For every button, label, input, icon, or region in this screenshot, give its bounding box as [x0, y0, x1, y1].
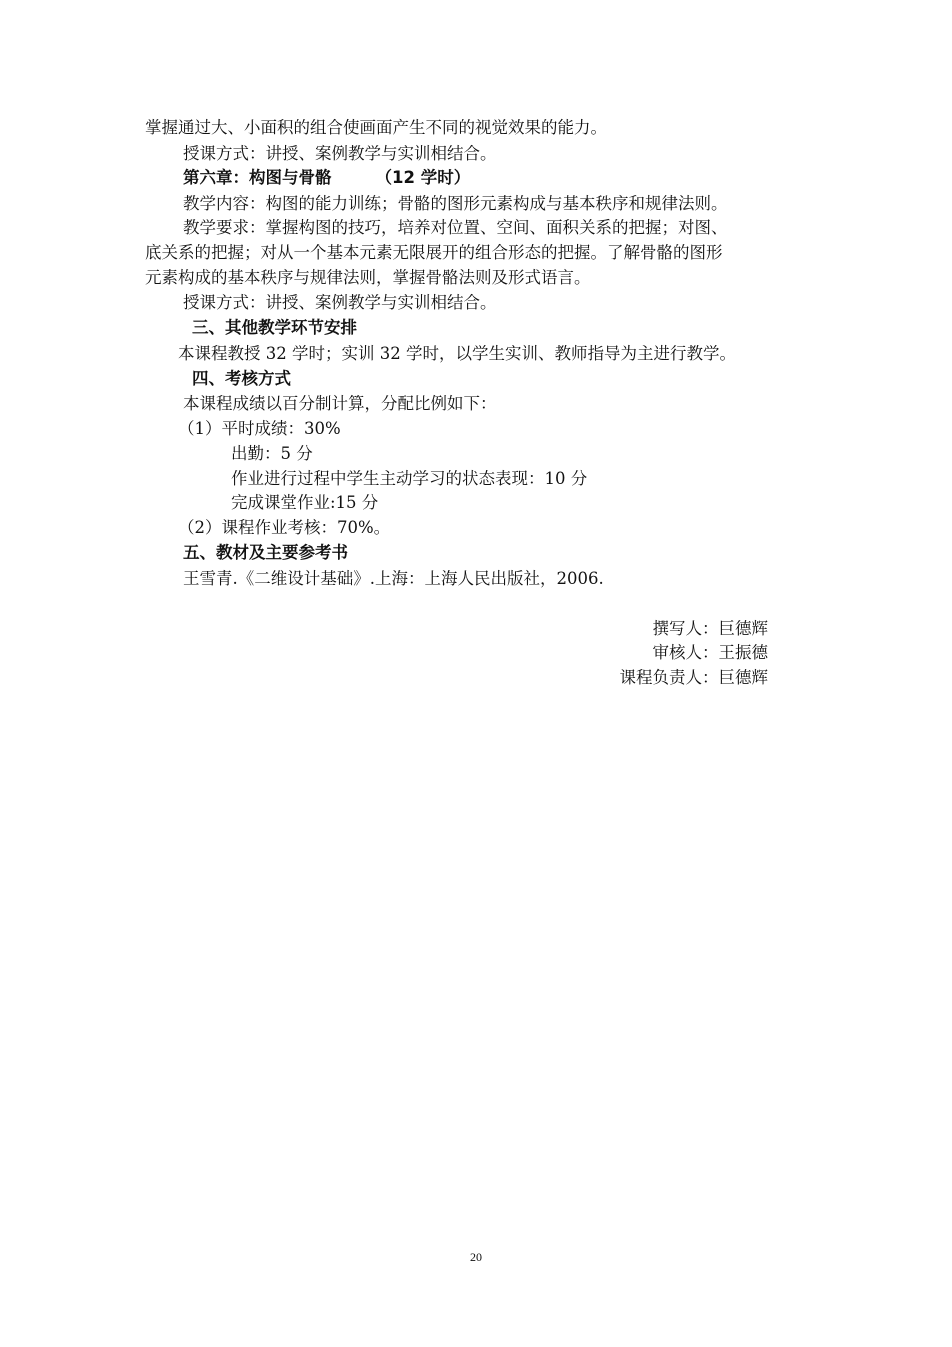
paragraph-line: 元素构成的基本秩序与规律法则，掌握骨骼法则及形式语言。	[145, 268, 591, 287]
signature-writer: 撰写人：巨德辉	[652, 619, 768, 638]
paragraph-line: 掌握通过大、小面积的组合使画面产生不同的视觉效果的能力。	[145, 118, 607, 137]
list-subitem: 完成课堂作业:15 分	[231, 493, 379, 512]
paragraph-line: 授课方式：讲授、案例教学与实训相结合。	[183, 293, 497, 312]
list-subitem: 出勤：5 分	[231, 444, 313, 463]
section-heading: 四、考核方式	[192, 369, 291, 388]
paragraph-line: 教学要求：掌握构图的技巧，培养对位置、空间、面积关系的把握；对图、	[183, 218, 728, 237]
signature-course-lead: 课程负责人：巨德辉	[619, 668, 768, 687]
paragraph-line: 本课程成绩以百分制计算，分配比例如下：	[183, 394, 497, 413]
section-heading: 五、教材及主要参考书	[183, 543, 348, 562]
list-subitem: 作业进行过程中学生主动学习的状态表现：10 分	[231, 469, 588, 488]
list-item: （1）平时成绩：30%	[178, 419, 341, 438]
paragraph-line: 底关系的把握；对从一个基本元素无限展开的组合形态的把握。了解骨骼的图形	[145, 243, 723, 262]
paragraph-line: 授课方式：讲授、案例教学与实训相结合。	[183, 144, 497, 163]
list-item: （2）课程作业考核：70%。	[178, 518, 391, 537]
section-heading: 三、其他教学环节安排	[192, 318, 357, 337]
chapter-heading	[183, 166, 470, 190]
signature-reviewer: 审核人：王振德	[652, 643, 768, 662]
paragraph-line: 本课程教授 32 学时；实训 32 学时，以学生实训、教师指导为主进行教学。	[178, 344, 736, 363]
chapter-title: 第六章：构图与骨骼	[183, 168, 332, 187]
paragraph-line: 教学内容：构图的能力训练；骨骼的图形元素构成与基本秩序和规律法则。	[183, 194, 728, 213]
page-number: 20	[470, 1250, 482, 1264]
chapter-hours: （12 学时）	[375, 168, 471, 187]
reference-entry: 王雪青.《二维设计基础》.上海：上海人民出版社，2006.	[183, 569, 604, 588]
